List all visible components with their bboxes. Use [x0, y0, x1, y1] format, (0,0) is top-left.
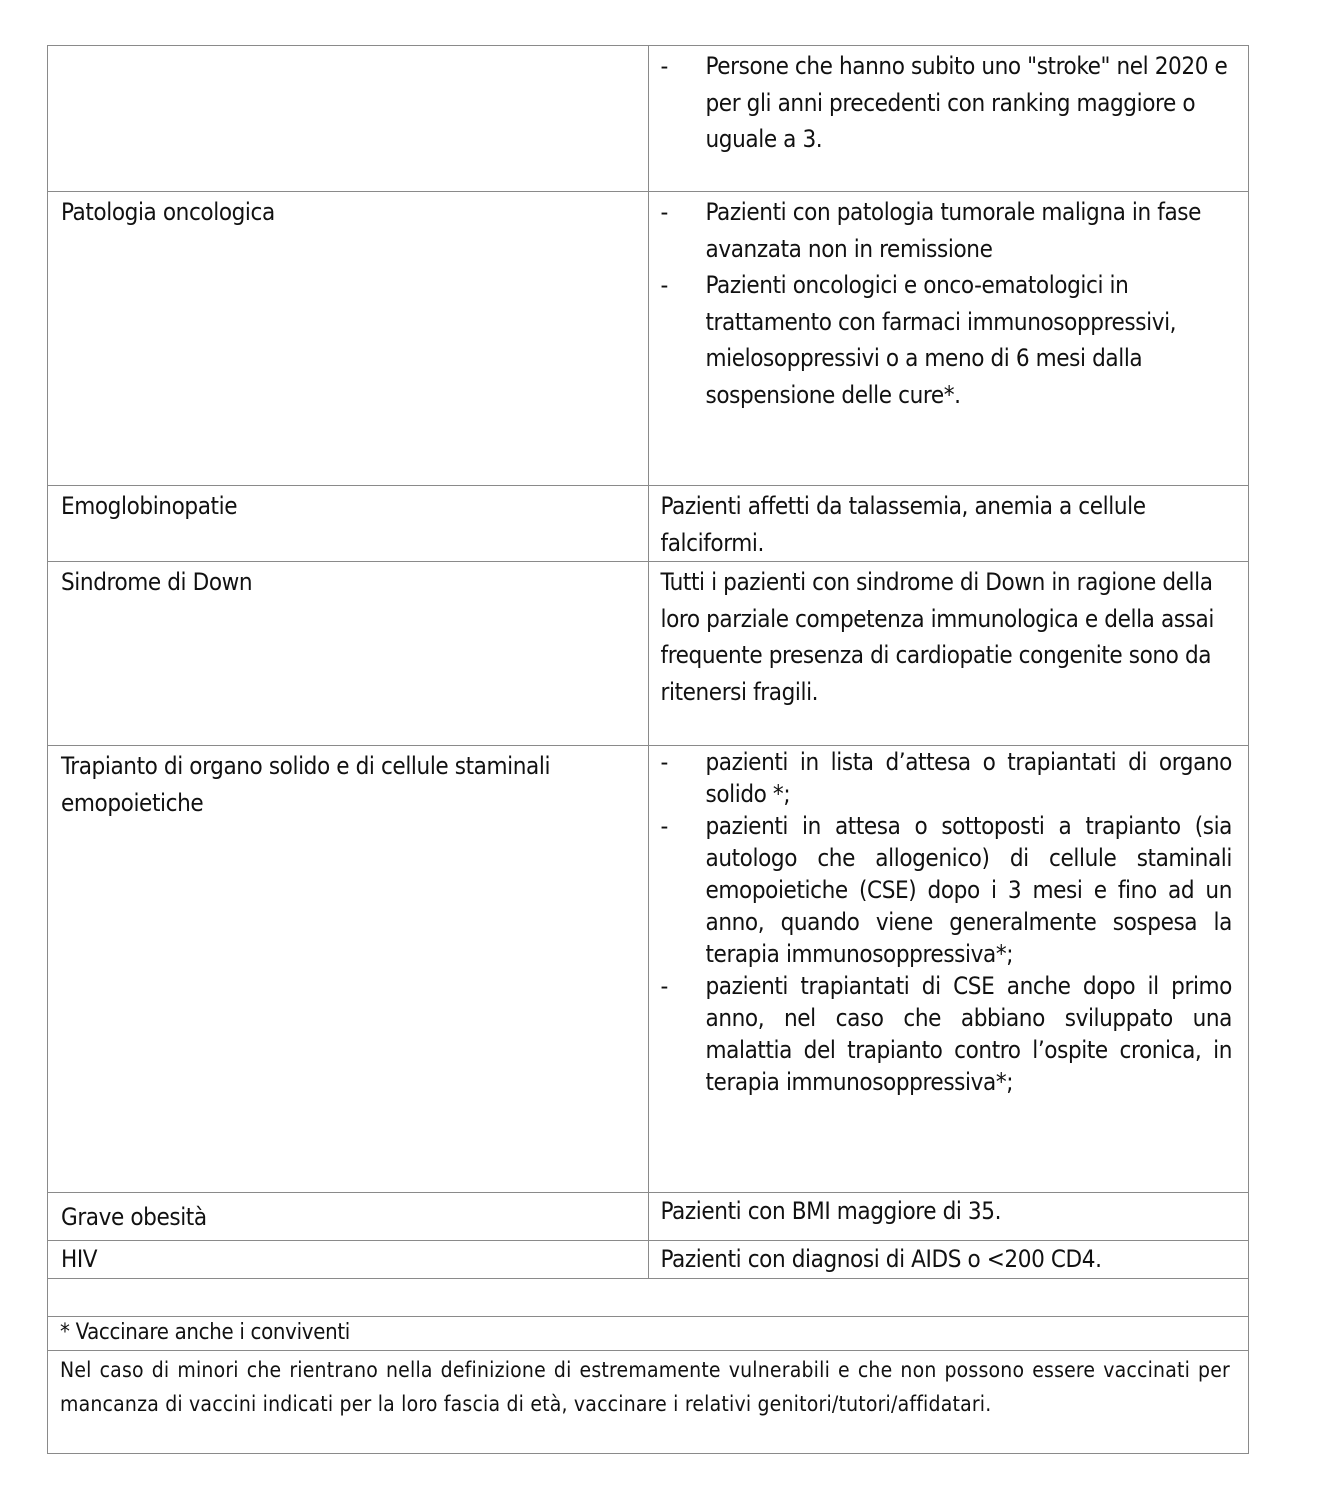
category-cell: Emoglobinopatie — [48, 486, 649, 562]
empty-row — [48, 1279, 1249, 1317]
footnote: * Vaccinare anche i conviventi — [48, 1317, 1249, 1351]
list-item — [649, 194, 1233, 267]
item-text: pazienti in attesa o sottoposti a trapianto (sia autologo che allogenico) di cellule staminali emopoietiche (CSE) dopo i 3 mesi e fino ad un anno, quando viene generalmente sospesa la terapia immunosoppressiva*; — [705, 812, 1232, 968]
description-cell — [648, 746, 1249, 1193]
category-cell: Grave obesità — [48, 1193, 649, 1241]
note-row — [48, 1351, 1249, 1454]
list-item — [649, 267, 1233, 413]
item-text: Pazienti con patologia tumorale maligna in fase avanzata non in remissione — [705, 198, 1202, 263]
list-item — [649, 970, 1233, 1098]
category-cell: Sindrome di Down — [48, 562, 649, 746]
category-cell: HIV — [48, 1241, 649, 1279]
vulnerability-table — [47, 45, 1249, 1454]
category-cell: Trapianto di organo solido e di cellule staminali emopoietiche — [48, 746, 649, 1193]
dash-bullet-icon: - — [660, 52, 668, 80]
dash-bullet-icon: - — [660, 812, 668, 840]
item-text: Persone che hanno subito uno "stroke" nel 2020 e per gli anni precedenti con ranking maggiore o uguale a 3. — [705, 52, 1228, 153]
description-cell — [648, 46, 1249, 192]
table-row — [48, 1193, 1249, 1241]
list-item — [649, 48, 1233, 158]
table-row — [48, 562, 1249, 746]
dash-bullet-icon: - — [660, 748, 668, 776]
dash-bullet-icon: - — [660, 198, 668, 226]
table-row — [48, 46, 1249, 192]
item-text: Pazienti oncologici e onco-ematologici in trattamento con farmaci immunosoppressivi, mielosoppressivi o a meno di 6 mesi dalla sospensione delle cure*. — [705, 271, 1177, 409]
table-row — [48, 746, 1249, 1193]
document-page — [47, 45, 1249, 1454]
dash-bullet-icon: - — [660, 271, 668, 299]
table-row — [48, 1241, 1249, 1279]
description-cell: Pazienti affetti da talassemia, anemia a cellule falciformi. — [648, 486, 1249, 562]
table-row — [48, 486, 1249, 562]
list-item — [649, 746, 1233, 810]
description-cell: Tutti i pazienti con sindrome di Down in ragione della loro parziale competenza immunologica e della assai frequente presenza di cardiopatie congenite sono da ritenersi fragili. — [648, 562, 1249, 746]
footnote-row — [48, 1317, 1249, 1351]
description-cell: Pazienti con BMI maggiore di 35. — [648, 1193, 1249, 1241]
table-row — [48, 192, 1249, 486]
category-cell — [48, 46, 649, 192]
dash-bullet-icon: - — [660, 972, 668, 1000]
description-cell: Pazienti con diagnosi di AIDS o <200 CD4. — [648, 1241, 1249, 1279]
list-item — [649, 810, 1233, 970]
item-text: pazienti trapiantati di CSE anche dopo il primo anno, nel caso che abbiano sviluppato una malattia del trapianto contro l’ospite cronica, in terapia immunosoppressiva*; — [705, 972, 1232, 1096]
category-cell: Patologia oncologica — [48, 192, 649, 486]
item-text: pazienti in lista d’attesa o trapiantati di organo solido *; — [705, 748, 1232, 808]
empty-cell — [48, 1279, 1249, 1317]
description-cell — [648, 192, 1249, 486]
note-paragraph: Nel caso di minori che rientrano nella definizione di estremamente vulnerabili e che non possono essere vaccinati per mancanza di vaccini indicati per la loro fascia di età, vaccinare i relativi genitori/tutori/affidatari. — [48, 1351, 1249, 1454]
